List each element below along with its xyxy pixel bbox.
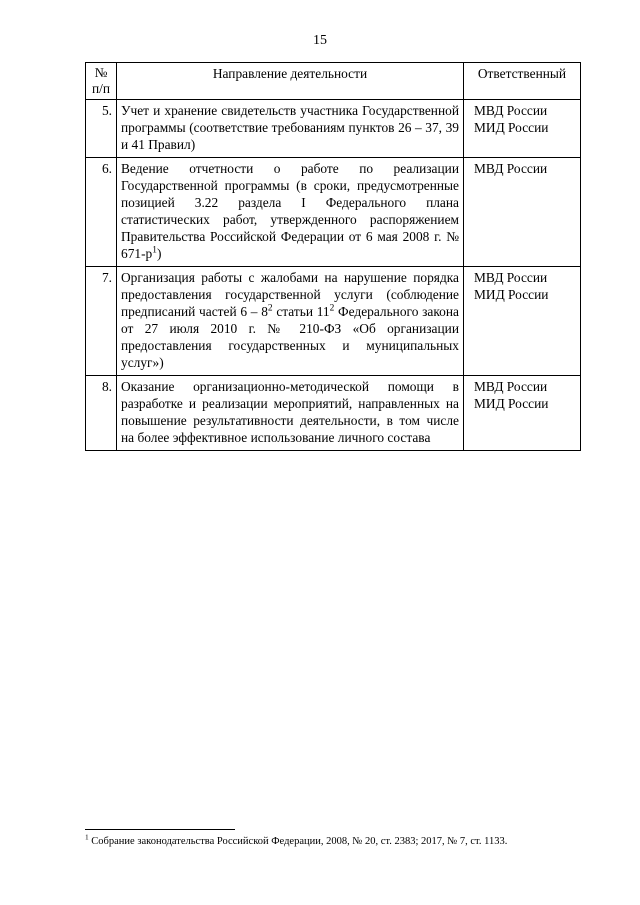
responsible-agency: МВД России: [474, 161, 548, 176]
row-number: 8.: [86, 376, 117, 451]
row-activity: [117, 376, 464, 451]
responsible-agency: МВД России: [474, 379, 548, 394]
row-activity-text-wrap: [121, 160, 459, 262]
footnote: [85, 832, 585, 848]
row-activity-text-wrap: [121, 269, 459, 371]
responsible-agency: МВД России: [474, 103, 548, 118]
row-responsible: [464, 376, 581, 451]
responsible-agency: МИД России: [474, 287, 549, 302]
footnote-marker: 1: [85, 832, 89, 842]
row-responsible: [464, 158, 581, 267]
row-activity-text: Учет и хранение свидетельств участника Государственной программы (соответствие требованиям пунктов 26 – 37, 39 и 41 Правил): [121, 103, 459, 152]
header-responsible: Ответственный: [464, 63, 581, 100]
header-number-line1: №: [94, 65, 108, 80]
row-activity-text: статьи 11: [272, 304, 330, 319]
row-number: 6.: [86, 158, 117, 267]
row-activity-text: Федерального закона от 27 июля 2010 г. № 210-ФЗ «Об организации предоставления государственных и муниципальных услуг»): [121, 304, 459, 370]
responsible-agency: МИД России: [474, 396, 549, 411]
responsible-agency: МВД России: [474, 270, 548, 285]
activities-table: [85, 62, 581, 451]
footnote-text: Собрание законодательства Российской Федерации, 2008, № 20, ст. 2383; 2017, № 7, ст. 1133.: [88, 836, 508, 847]
row-activity-text: Организация работы с жалобами на нарушение порядка предоставления государственной услуги (соблюдение предписаний частей 6 – 8: [121, 270, 459, 319]
row-activity: [117, 100, 464, 158]
row-activity-text: Оказание организационно-методической помощи в разработке и реализации мероприятий, направленных на повышение результативности деятельности, в том числе на более эффективное использование личного состава: [121, 379, 459, 445]
row-activity-text-end: ): [156, 246, 162, 261]
row-responsible: [464, 100, 581, 158]
row-activity: [117, 267, 464, 376]
table-row: [86, 158, 581, 267]
row-number: 5.: [86, 100, 117, 158]
header-number-line2: п/п: [91, 81, 111, 96]
footnote-divider: [85, 829, 235, 830]
table-row: [86, 100, 581, 158]
superscript: 2: [267, 303, 273, 314]
table-row: [86, 267, 581, 376]
header-number: [86, 63, 117, 100]
row-activity-text: Ведение отчетности о работе по реализации Государственной программы (в сроки, предусмотренные позицией 3.22 раздела I Федерального плана статистических работ, утвержденного распоряжением Правительства Российской Федерации от 6 мая 2008 г. № 671-р: [121, 161, 459, 261]
row-number: 7.: [86, 267, 117, 376]
footnote-reference: 1: [152, 245, 157, 256]
responsible-agency: МИД России: [474, 120, 549, 135]
superscript: 2: [329, 303, 335, 314]
table-header-row: [86, 63, 581, 100]
page-number: 15: [313, 33, 327, 48]
row-responsible: [464, 267, 581, 376]
header-activity: Направление деятельности: [117, 63, 464, 100]
table-row: [86, 376, 581, 451]
row-activity: [117, 158, 464, 267]
